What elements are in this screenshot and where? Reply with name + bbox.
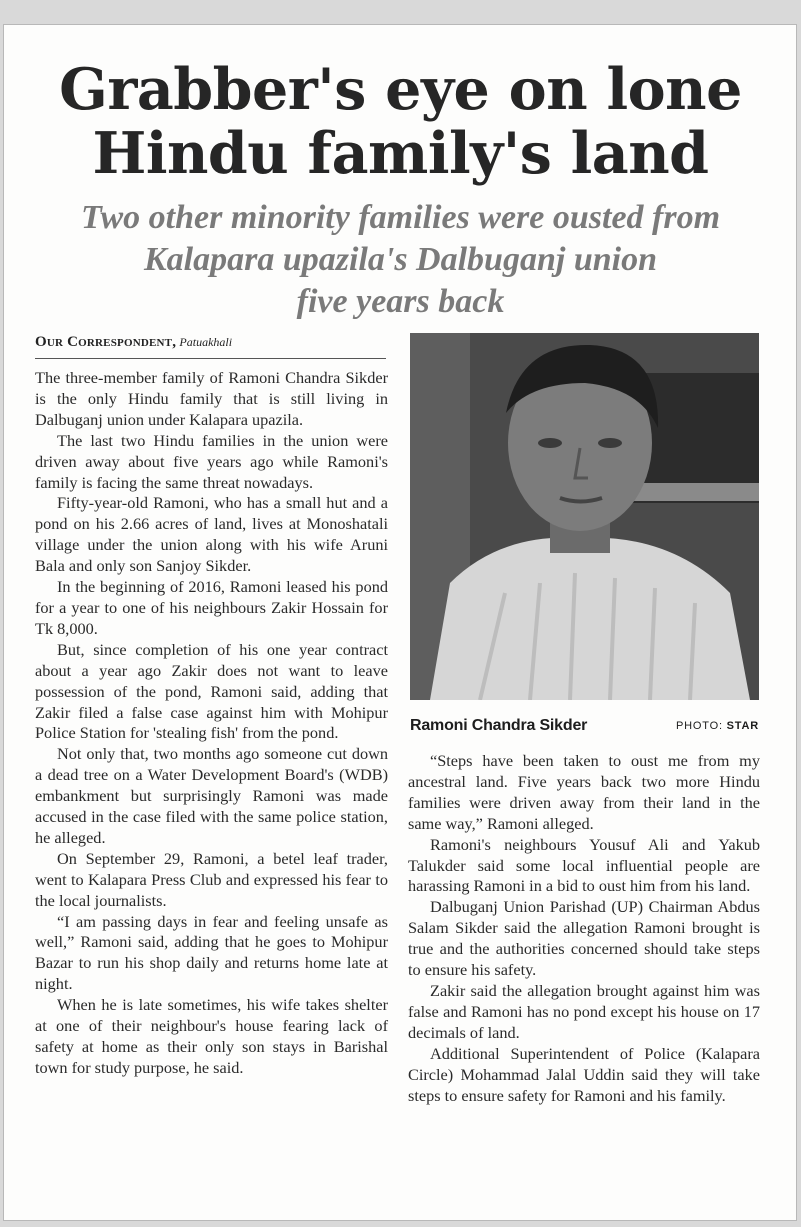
paragraph: Zakir said the allegation brought against him was false and Ramoni has no pond except his house on 17 decimals of land. <box>408 980 760 1042</box>
photo-credit-label: PHOTO: <box>676 720 723 732</box>
portrait-photo-illustration <box>410 333 759 700</box>
article-column-right <box>408 751 760 1106</box>
byline-location: Patuakhali <box>179 335 233 349</box>
photo-caption <box>410 717 759 739</box>
paragraph: The last two Hindu families in the union were driven away about five years ago while Ramoni's family is facing the same threat nowadays. <box>35 430 388 492</box>
article-column-left <box>35 368 388 1079</box>
paragraph: In the beginning of 2016, Ramoni leased his pond for a year to one of his neighbours Zakir Hossain for Tk 8,000. <box>35 577 388 638</box>
paragraph: Ramoni's neighbours Yousuf Ali and Yakub Talukder said some local influential people are harassing Ramoni in a bid to oust him from his land. <box>408 834 760 896</box>
portrait-photo <box>410 333 759 700</box>
byline-author: Our Correspondent, <box>35 334 177 350</box>
paragraph: But, since completion of his one year contract about a year ago Zakir does not want to leave possession of the pond, Ramoni said, adding that Zakir filed a false case against him with Mohipur Police Station for 'stealing fish' from the pond. <box>35 639 388 743</box>
paragraph: The three-member family of Ramoni Chandra Sikder is the only Hindu family that is still living in Dalbuganj union under Kalapara upazila. <box>35 368 388 429</box>
photo-credit <box>676 720 759 732</box>
subheadline-line-1: Two other minority families were ousted from <box>80 199 721 236</box>
headline-line-2: Hindu family's land <box>92 120 709 187</box>
subheadline-line-2: Kalapara upazila's Dalbuganj union <box>143 241 657 278</box>
paragraph: When he is late sometimes, his wife takes shelter at one of their neighbour's house fearing lack of safety at home as their only son stays in Barishal town for study purpose, he said. <box>35 995 388 1077</box>
byline <box>35 334 386 359</box>
paragraph: Fifty-year-old Ramoni, who has a small hut and a pond on his 2.66 acres of land, lives at Monoshatali village under the union along with his wife Aruni Bala and only son Sanjoy Sikder. <box>35 493 388 576</box>
paragraph: Additional Superintendent of Police (Kalapara Circle) Mohammad Jalal Uddin said they will take steps to ensure safety for Ramoni and his family. <box>408 1043 760 1105</box>
paragraph: “Steps have been taken to oust me from my ancestral land. Five years back two more Hindu families were driven away from their land in the same way,” Ramoni alleged. <box>408 751 760 833</box>
subheadline <box>0 197 801 323</box>
headline <box>0 58 801 186</box>
headline-line-1: Grabber's eye on lone <box>59 56 742 123</box>
caption-name: Ramoni Chandra Sikder <box>410 717 588 734</box>
paragraph: “I am passing days in fear and feeling unsafe as well,” Ramoni said, adding that he goes to Mohipur Bazar to run his shop daily and returns home late at night. <box>35 911 388 994</box>
subheadline-line-3: five years back <box>296 283 505 320</box>
paragraph: Not only that, two months ago someone cut down a dead tree on a Water Development Board's (WDB) embankment but surprisingly Ramoni was made accused in the case filed with the same police station, he alleged. <box>35 744 388 847</box>
paragraph: On September 29, Ramoni, a betel leaf trader, went to Kalapara Press Club and expressed his fear to the local journalists. <box>35 848 388 910</box>
photo-credit-source: STAR <box>726 720 759 732</box>
paragraph: Dalbuganj Union Parishad (UP) Chairman Abdus Salam Sikder said the allegation Ramoni brought is true and the authorities concerned should take steps to ensure his safety. <box>408 897 760 980</box>
